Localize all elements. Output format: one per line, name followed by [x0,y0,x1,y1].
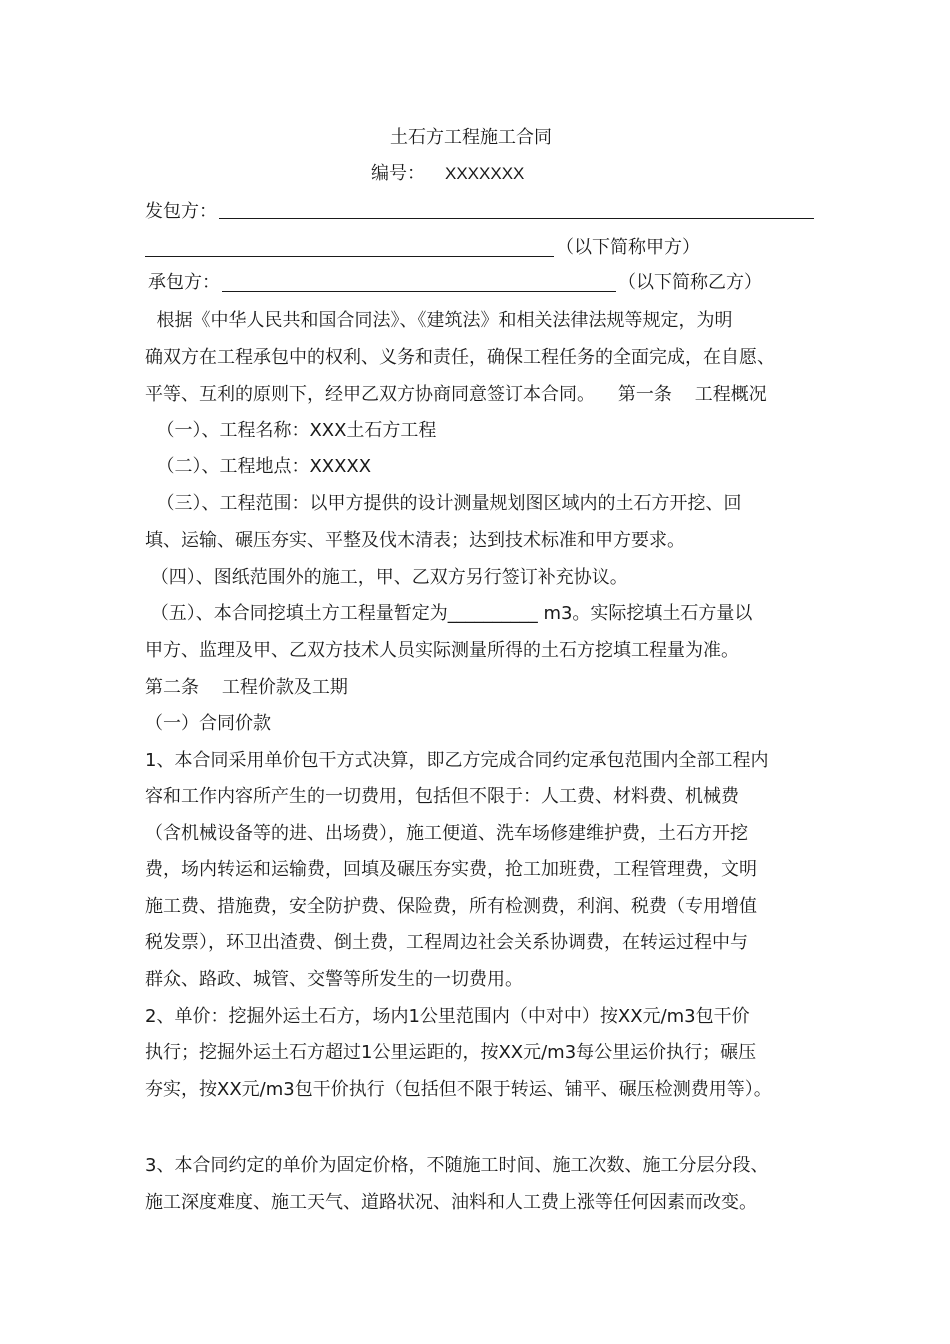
employer-blank-line-2 [145,256,554,257]
subsection-heading: （一）合同价款 [145,713,271,734]
body-line: 3、本合同约定的单价为固定价格，不随施工时间、施工次数、施工分层分段、 [145,1155,769,1176]
body-line: 施工费、措施费，安全防护费、保险费，所有检测费，利润、税费（专用增值 [145,896,757,917]
employer-label: 发包方： [145,201,217,222]
body-line: 费，场内转运和运输费，回填及碾压夯实费，抢工加班费，工程管理费，文明 [145,859,757,880]
body-line: （二）、工程地点：XXXXX [145,456,372,477]
contract-number-label: 编号： [371,163,425,184]
body-line: 甲方、监理及甲、乙双方技术人员实际测量所得的土石方挖填工程量为准。 [145,640,739,661]
body-line: （四）、图纸范围外的施工，甲、乙双方另行签订补充协议。 [145,567,628,588]
body-line: 执行；挖掘外运土石方超过1公里运距的，按XX元/m3每公里运价执行；碾压 [145,1042,757,1063]
body-line: 施工深度难度、施工天气、道路状况、油料和人工费上涨等任何因素而改变。 [145,1192,757,1213]
body-line: 2、单价：挖掘外运土石方，场内1公里范围内（中对中）按XX元/m3包干价 [145,1006,750,1027]
body-line: （五）、本合同挖填土方工程量暂定为__________ m3。实际挖填土石方量以 [145,603,753,624]
document-title: 土石方工程施工合同 [390,127,552,148]
body-line: 填、运输、碾压夯实、平整及伐木清表；达到技术标准和甲方要求。 [145,530,685,551]
employer-suffix: （以下简称甲方） [556,237,700,258]
body-line: 平等、互利的原则下，经甲乙双方协商同意签订本合同。 第一条 工程概况 [145,384,767,405]
body-line: （三）、工程范围：以甲方提供的设计测量规划图区域内的土石方开挖、回 [145,493,742,514]
body-line: （含机械设备等的进、出场费），施工便道、洗车场修建维护费，土石方开挖 [145,823,748,844]
body-line: 1、本合同采用单价包干方式决算，即乙方完成合同约定承包范围内全部工程内 [145,750,769,771]
body-line: 群众、路政、城管、交警等所发生的一切费用。 [145,969,523,990]
section-heading: 第二条 工程价款及工期 [145,677,348,698]
contractor-blank-line [222,291,616,292]
employer-blank-line-1 [219,218,814,219]
contractor-suffix: （以下简称乙方） [618,272,762,293]
body-line: （一）、工程名称：XXX土石方工程 [145,420,437,441]
body-line: 夯实，按XX元/m3包干价执行（包括但不限于转运、铺平、碾压检测费用等）。 [145,1079,772,1100]
body-line: 确双方在工程承包中的权利、义务和责任，确保工程任务的全面完成，在自愿、 [145,347,775,368]
body-line: 根据《中华人民共和国合同法》、《建筑法》和相关法律法规等规定，为明 [145,310,733,331]
body-line: 税发票），环卫出渣费、倒土费，工程周边社会关系协调费，在转运过程中与 [145,932,748,953]
contract-number-value: XXXXXXX [445,164,525,183]
contractor-label: 承包方： [148,272,220,293]
body-line: 容和工作内容所产生的一切费用，包括但不限于：人工费、材料费、机械费 [145,786,739,807]
